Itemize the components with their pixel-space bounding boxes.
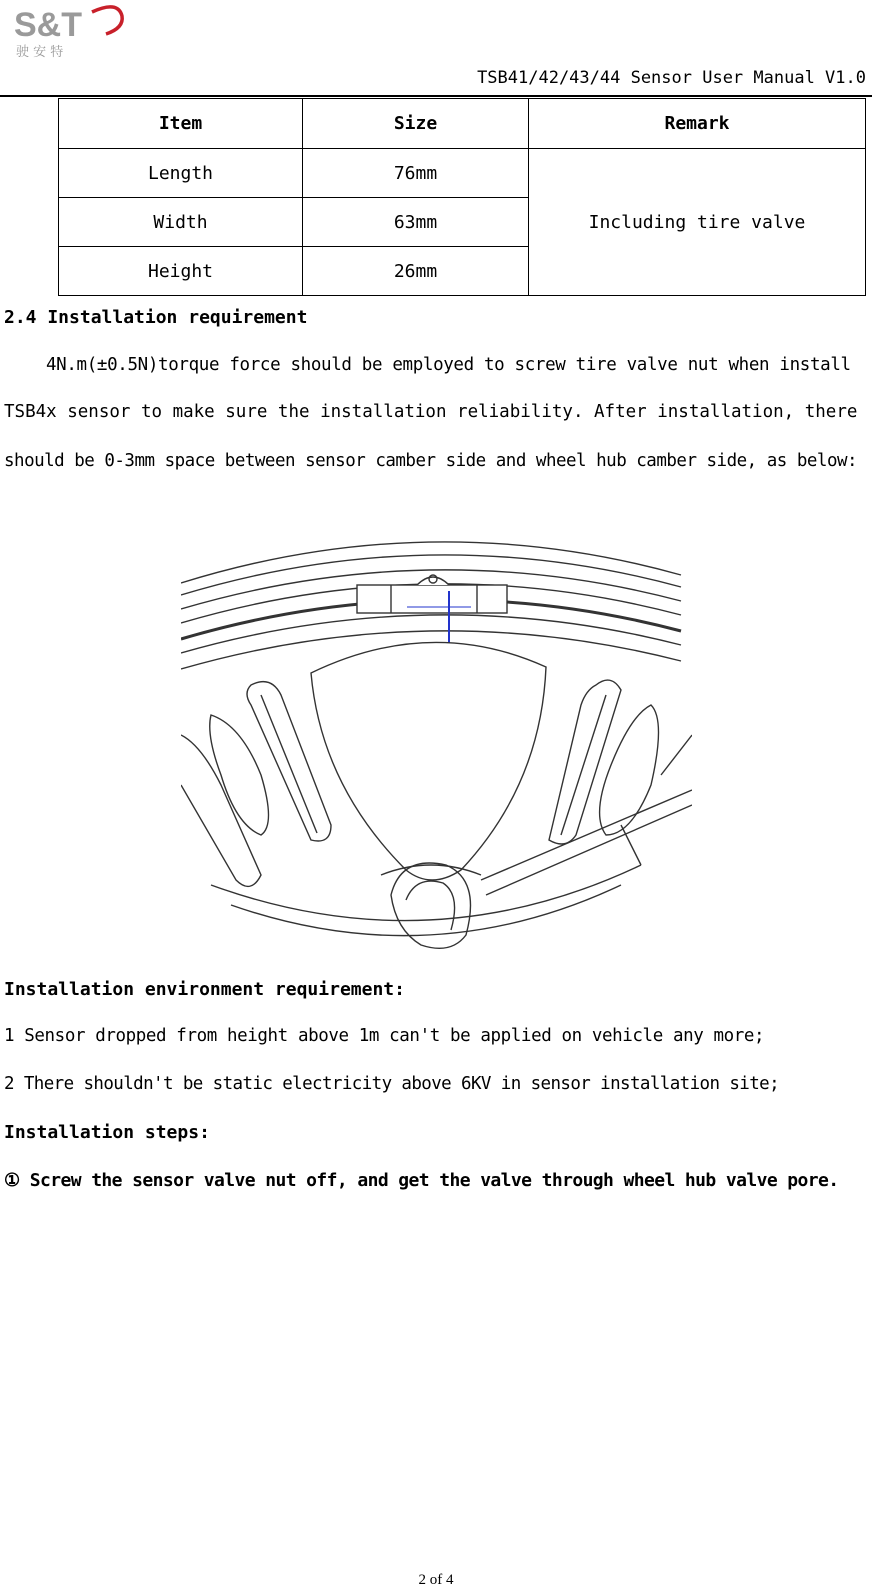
column-header-size: Size [303, 99, 529, 149]
section-heading-steps: Installation steps: [4, 1122, 210, 1143]
section-heading-environment: Installation environment requirement: [4, 979, 405, 1000]
table-row [59, 149, 866, 198]
company-logo [14, 2, 134, 62]
column-header-remark: Remark [529, 99, 866, 149]
row-height-size: 26mm [303, 247, 529, 296]
logo-text: S&T [14, 6, 82, 44]
environment-item-2: 2 There shouldn't be static electricity above 6KV in sensor installation site; [4, 1074, 779, 1094]
document-title: TSB41/42/43/44 Sensor User Manual V1.0 [477, 68, 866, 88]
section-heading-installation: 2.4 Installation requirement [4, 307, 308, 328]
paragraph-line-3: should be 0-3mm space between sensor camber side and wheel hub camber side, as below: [4, 451, 858, 471]
remark-cell: Including tire valve [529, 149, 866, 296]
table-header-row [59, 99, 866, 149]
header-divider [0, 95, 872, 97]
logo-subtitle: 驶 安 特 [16, 45, 64, 60]
logo-graphic [14, 2, 134, 62]
row-width-size: 63mm [303, 198, 529, 247]
row-length-size: 76mm [303, 149, 529, 198]
step-1: ① Screw the sensor valve nut off, and get the valve through wheel hub valve pore. [4, 1170, 839, 1191]
column-header-item: Item [59, 99, 303, 149]
paragraph-line-2: TSB4x sensor to make sure the installation reliability. After installation, there [4, 402, 858, 422]
row-width-item: Width [59, 198, 303, 247]
paragraph-line-1: 4N.m(±0.5N)torque force should be employed to screw tire valve nut when install [46, 355, 851, 375]
row-length-item: Length [59, 149, 303, 198]
wheel-hub-diagram [181, 535, 692, 960]
size-table [58, 98, 866, 296]
environment-item-1: 1 Sensor dropped from height above 1m can't be applied on vehicle any more; [4, 1026, 765, 1046]
row-height-item: Height [59, 247, 303, 296]
page-number: 2 of 4 [418, 1572, 454, 1588]
